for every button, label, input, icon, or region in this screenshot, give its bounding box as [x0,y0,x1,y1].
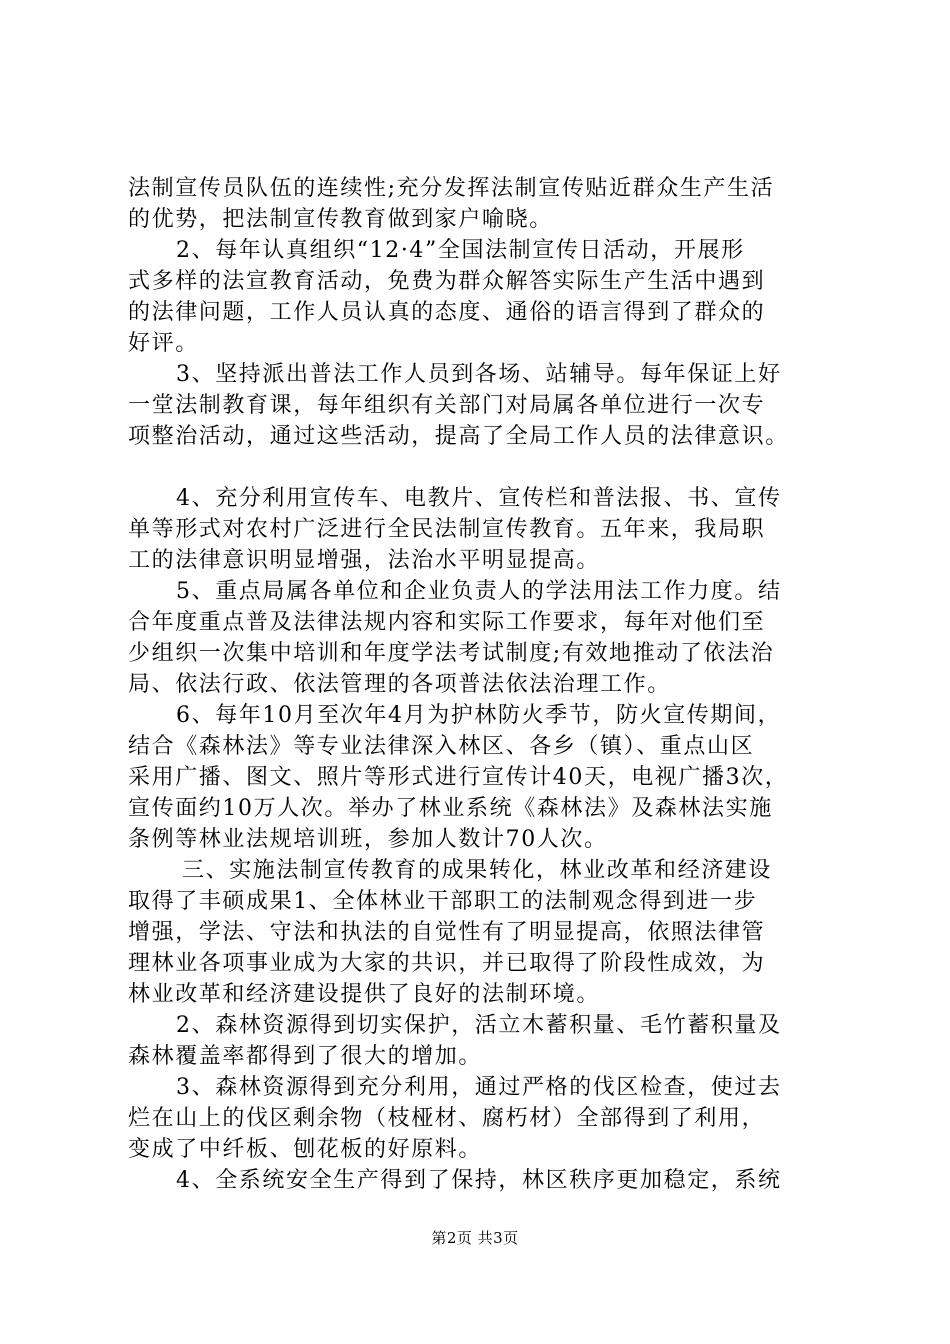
text-line: 项整治活动，通过这些活动，提高了全局工作人员的法律意识。 [128,424,789,449]
text-line: 的法律问题，工作人员认真的态度、通俗的语言得到了群众的 [128,300,766,325]
text-line: 合年度重点普及法律法规内容和实际工作要求，每年对他们至 [128,610,766,635]
text-line: 变成了中纤板、刨花板的好原料。 [128,1137,483,1162]
text-line: 的优势，把法制宣传教育做到家户喻晓。 [128,207,553,232]
text-line: 少组织一次集中培训和年度学法考试制度;有效地推动了依法治 [128,641,775,666]
page-number-footer: 第2页 共3页 [431,1229,519,1247]
text-line: 局、依法行政、依法管理的各项普法依法治理工作。 [128,672,671,697]
text-line: 5、重点局属各单位和企业负责人的学法用法工作力度。结 [176,579,782,604]
text-line: 林业改革和经济建设提供了良好的法制环境。 [128,982,601,1007]
text-line: 一堂法制教育课，每年组织有关部门对局属各单位进行一次专 [128,393,766,418]
text-line: 3、森林资源得到充分利用，通过严格的伐区检查，使过去 [176,1075,782,1100]
text-line: 2、每年认真组织“12·4”全国法制宣传日活动，开展形 [176,238,745,263]
text-line: 烂在山上的伐区剩余物（枝桠材、腐朽材）全部得到了利用， [128,1106,766,1131]
text-line: 4、全系统安全生产得到了保持，林区秩序更加稳定，系统 [176,1168,782,1193]
text-line: 结合《森林法》等专业法律深入林区、各乡（镇）、重点山区 [128,734,755,759]
text-line: 好评。 [128,331,199,356]
text-line: 取得了丰硕成果1、全体林业干部职工的法制观念得到进一步 [128,889,758,914]
text-line: 条例等林业法规培训班，参加人数计70人次。 [128,827,608,852]
text-line: 2、森林资源得到切实保护，活立木蓄积量、毛竹蓄积量及 [176,1013,782,1038]
text-line: 宣传面约10万人次。举办了林业系统《森林法》及森林法实施 [128,796,773,821]
text-line: 森林覆盖率都得到了很大的增加。 [128,1044,483,1069]
text-line: 三、实施法制宣传教育的成果转化，林业改革和经济建设 [182,858,773,883]
text-line: 3、坚持派出普法工作人员到各场、站辅导。每年保证上好 [176,362,782,387]
text-line: 增强，学法、守法和执法的自觉性有了明显提高，依照法律管 [128,920,766,945]
text-line: 采用广播、图文、照片等形式进行宣传计40天，电视广播3次， [128,765,789,790]
text-line: 法制宣传员队伍的连续性;充分发挥法制宣传贴近群众生产生活 [128,176,775,201]
text-line: 单等形式对农村广泛进行全民法制宣传教育。五年来，我局职 [128,517,766,542]
text-line: 理林业各项事业成为大家的共识，并已取得了阶段性成效，为 [128,951,766,976]
text-line: 工的法律意识明显增强，法治水平明显提高。 [128,548,601,573]
text-line: 6、每年10月至次年4月为护林防火季节，防火宣传期间， [176,703,782,728]
text-line: 式多样的法宣教育活动，免费为群众解答实际生产生活中遇到 [128,269,766,294]
text-line: 4、充分利用宣传车、电教片、宣传栏和普法报、书、宣传 [176,486,782,511]
